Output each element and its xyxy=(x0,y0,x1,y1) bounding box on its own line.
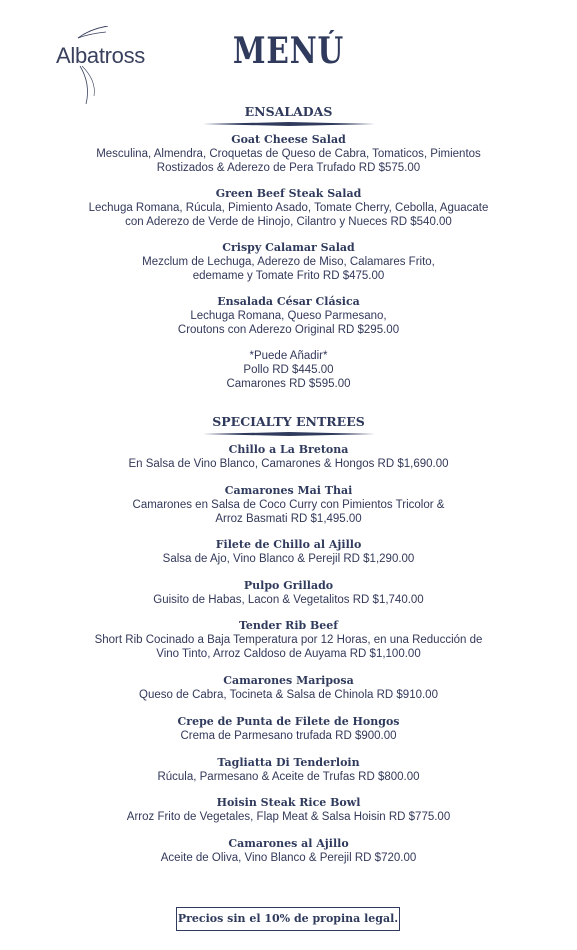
item-description: Lechuga Romana, Rúcula, Pimiento Asado, Tomate Cherry, Cebolla, Aguacate con Aderezo de Verde de Hinojo, Cilantro y Nueces RD $540.00 xyxy=(88,202,489,228)
page-title: MENÚ xyxy=(232,30,345,72)
item-description: Queso de Cabra, Tocineta & Salsa de Chinola RD $910.00 xyxy=(139,689,438,701)
item-description: Mesculina, Almendra, Croquetas de Queso de Cabra, Tomaticos, Pimientos Rostizados & Aderezo de Pera Trufado RD $575.00 xyxy=(96,148,481,174)
item-description: Crema de Parmesano trufada RD $900.00 xyxy=(180,730,397,742)
item-name: Camarones al Ajillo xyxy=(228,837,349,850)
item-name: Tender Rib Beef xyxy=(238,619,339,632)
item-name: Pulpo Grillado xyxy=(243,579,334,592)
item-description: Short Rib Cocinado a Baja Temperatura por 12 Horas, en una Reducción de Vino Tinto, Arroz Caldoso de Auyama RD $1,100.00 xyxy=(94,634,483,660)
menu-item xyxy=(0,484,577,526)
item-description: Mezclum de Lechuga, Aderezo de Miso, Calamares Frito, edemame y Tomate Frito RD $475.00 xyxy=(142,256,435,282)
logo-wordmark: Albatross xyxy=(56,43,146,68)
item-name: Crispy Calamar Salad xyxy=(222,241,355,254)
menu-item xyxy=(0,715,577,743)
section-title-ensaladas: ENSALADAS xyxy=(244,104,333,119)
menu-item xyxy=(0,837,577,865)
item-description: Camarones en Salsa de Coco Curry con Pimientos Tricolor & Arroz Basmati RD $1,495.00 xyxy=(132,499,445,525)
tip-notice: Precios sin el 10% de propina legal. xyxy=(176,907,400,931)
item-description: Arroz Frito de Vegetales, Flap Meat & Salsa Hoisin RD $775.00 xyxy=(126,811,451,823)
add-on-description: *Puede Añadir* Pollo RD $445.00 Camarones RD $595.00 xyxy=(226,350,351,390)
menu-item xyxy=(0,241,577,283)
menu-item xyxy=(0,187,577,229)
item-description: Lechuga Romana, Queso Parmesano, Croutons con Aderezo Original RD $295.00 xyxy=(177,310,400,336)
menu-item xyxy=(0,133,577,175)
item-description: Rúcula, Parmesano & Aceite de Trufas RD $800.00 xyxy=(157,771,420,783)
item-name: Crepe de Punta de Filete de Hongos xyxy=(177,715,400,728)
item-name: Green Beef Steak Salad xyxy=(215,187,362,200)
item-name: Goat Cheese Salad xyxy=(231,133,346,146)
menu-item xyxy=(0,538,577,566)
add-on-options xyxy=(0,349,577,391)
menu-item xyxy=(0,295,577,337)
item-name: Filete de Chillo al Ajillo xyxy=(215,538,362,551)
menu-item xyxy=(0,579,577,607)
item-name: Camarones Mai Thai xyxy=(224,484,353,497)
item-name: Chillo a La Bretona xyxy=(228,443,349,456)
menu-item xyxy=(0,756,577,784)
item-description: En Salsa de Vino Blanco, Camarones & Hongos RD $1,690.00 xyxy=(128,458,449,470)
section-title-specialty-entrees: SPECIALTY ENTREES xyxy=(212,414,365,429)
section-divider xyxy=(203,431,375,437)
item-name: Ensalada César Clásica xyxy=(217,295,360,308)
item-name: Hoisin Steak Rice Bowl xyxy=(216,796,361,809)
section-divider xyxy=(203,121,375,127)
item-description: Salsa de Ajo, Vino Blanco & Perejil RD $1,290.00 xyxy=(162,553,415,565)
menu-item xyxy=(0,796,577,824)
item-description: Guisito de Habas, Lacon & Vegetalitos RD $1,740.00 xyxy=(153,594,424,606)
item-name: Tagliatta Di Tenderloin xyxy=(217,756,360,769)
menu-item xyxy=(0,619,577,661)
item-name: Camarones Mariposa xyxy=(223,674,354,687)
menu-item xyxy=(0,443,577,471)
item-description: Aceite de Oliva, Vino Blanco & Perejil RD $720.00 xyxy=(160,852,417,864)
menu-item xyxy=(0,674,577,702)
